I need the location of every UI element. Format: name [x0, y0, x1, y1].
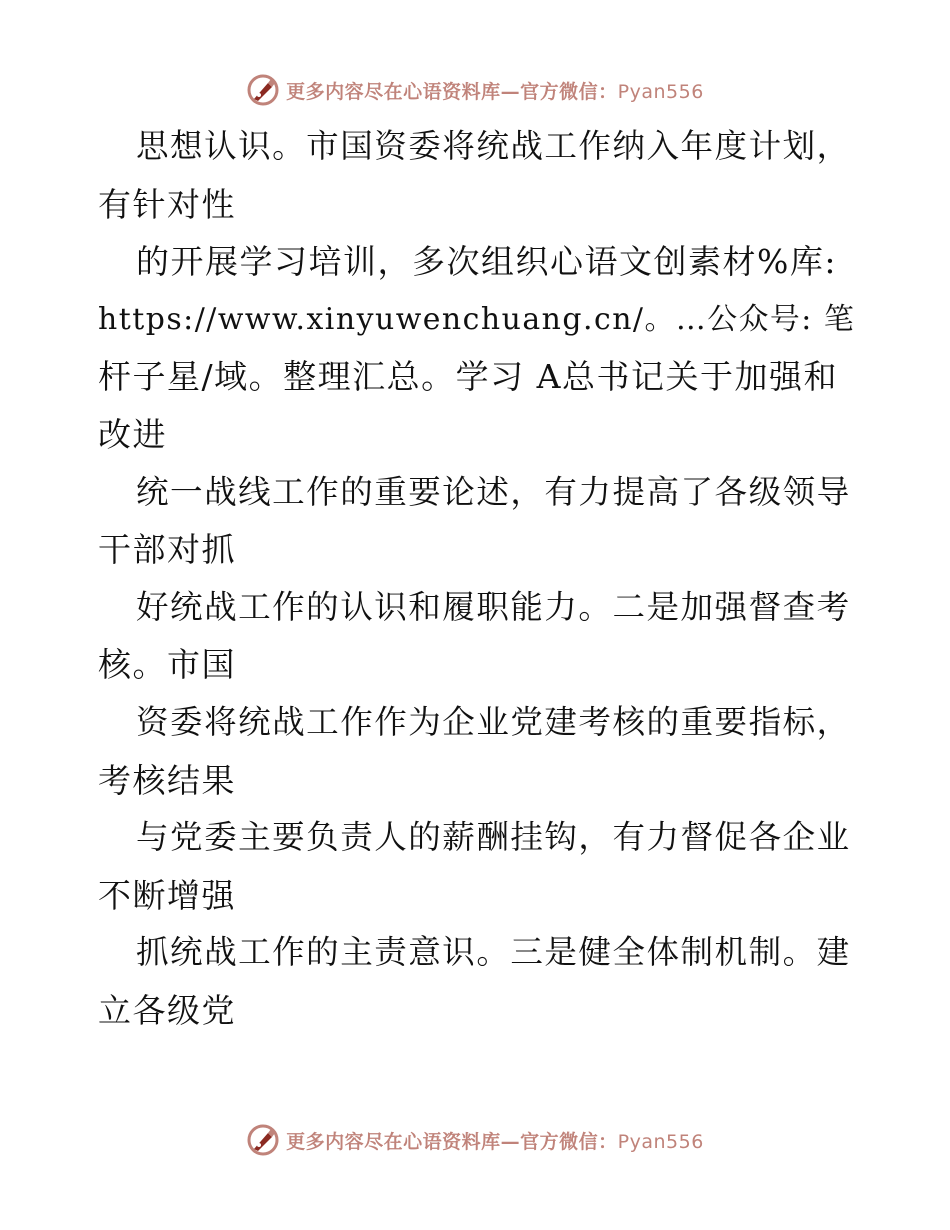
document-body [98, 118, 858, 1040]
pen-logo-icon [246, 73, 280, 107]
text-line: 与党委主要负责人的薪酬挂钩，有力督促各企业 [136, 818, 851, 857]
header-watermark [0, 70, 950, 110]
text-line: 改进 [98, 414, 167, 454]
text-line: 的开展学习培训，多次组织心语文创素材%库: [136, 242, 837, 282]
text-line: https://www.xinyuwenchuang.cn/。…公众号: 笔 [98, 301, 856, 337]
watermark-id: Pyan556 [617, 1130, 704, 1153]
watermark-id: Pyan556 [617, 80, 704, 103]
text-line: 杆子星/域。整理汇总。学习 A总书记关于加强和 [98, 357, 838, 397]
watermark-text: 更多内容尽在心语资料库—官方微信：Pyan556 [286, 80, 704, 103]
text-line: 好统战工作的认识和履职能力。二是加强督查考 [136, 587, 851, 626]
text-line: 立各级党 [98, 990, 236, 1030]
text-line: 干部对抓 [98, 530, 236, 570]
text-line: 考核结果 [98, 760, 236, 800]
text-line: 统一战线工作的重要论述，有力提高了各级领导 [136, 472, 851, 511]
text-line: 核。市国 [98, 645, 236, 685]
text-line: 抓统战工作的主责意识。三是健全体制机制。建 [136, 933, 851, 972]
text-line: 有针对性 [98, 184, 236, 224]
text-line: 思想认识。市国资委将统战工作纳入年度计划， [136, 127, 851, 165]
text-line: 不断增强 [98, 875, 236, 915]
watermark-text: 更多内容尽在心语资料库—官方微信：Pyan556 [286, 1130, 704, 1153]
pen-logo-icon [246, 1123, 280, 1157]
footer-watermark [0, 1120, 950, 1160]
text-line: 资委将统战工作作为企业党建考核的重要指标， [136, 702, 851, 741]
